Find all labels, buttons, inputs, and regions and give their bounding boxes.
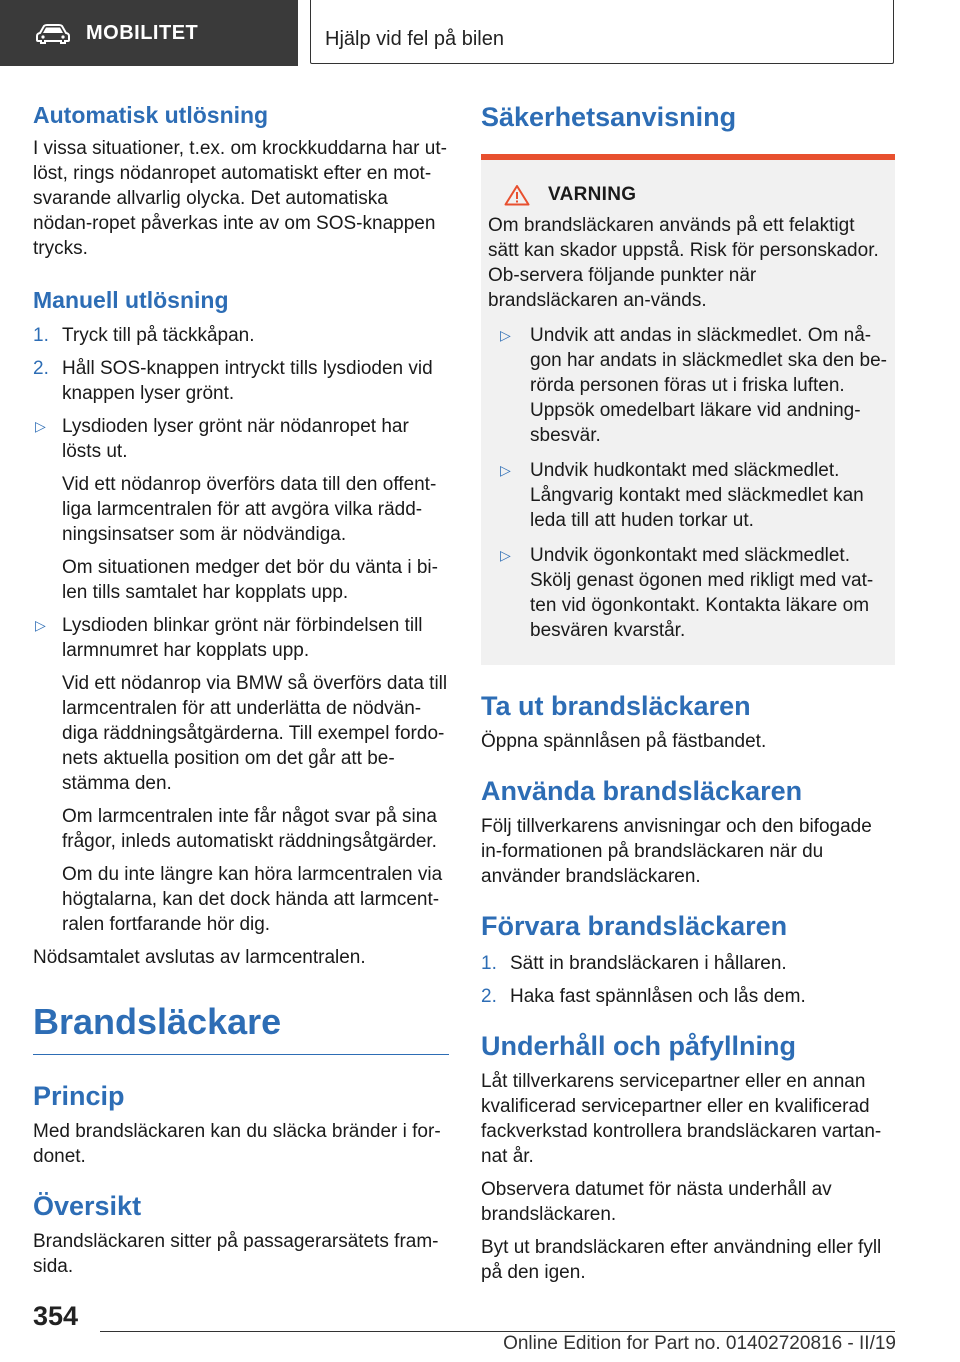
section-tab[interactable] xyxy=(0,0,298,66)
page-header xyxy=(0,0,960,66)
manual-release-heading: Manuell utlösning xyxy=(33,287,229,313)
warning-text: Om brandsläckaren används på ett felaktigt sätt kan skador uppstå. Risk för personskador. Ob-servera följande punkter när brandsläckaren an-vänds. xyxy=(488,215,879,311)
maintenance-text: Observera datumet för nästa underhåll av brandsläckaren. xyxy=(481,1179,832,1225)
chapter-tab[interactable] xyxy=(310,0,894,64)
step-number: 1. xyxy=(481,953,497,974)
maintenance-text: Låt tillverkarens servicepartner eller en annan kvalificerad servicepartner eller en kvalificerad fackverkstad kontrollera brandsläckaren vartan-nat år. xyxy=(481,1071,882,1167)
use-heading: Använda brandsläckaren xyxy=(481,776,803,806)
footer-edition: Online Edition for Part no. 01402720816 - II/19 xyxy=(503,1333,896,1354)
bullet-subtext: Om larmcentralen inte får något svar på sina frågor, inleds automatiskt räddningsåtgärder. xyxy=(62,806,437,852)
page-number: 354 xyxy=(33,1301,79,1331)
list-item xyxy=(33,356,449,406)
manual-steps-list xyxy=(33,323,449,406)
use-text: Följ tillverkarens anvisningar och den bifogade in-formationen på brandsläckaren när du använder brandsläckaren. xyxy=(481,816,872,887)
list-item xyxy=(481,984,895,1009)
bullet-text: Undvik hudkontakt med släckmedlet. Långvarig kontakt med släckmedlet kan leda till att huden torkar ut. xyxy=(530,460,864,531)
step-number: 1. xyxy=(33,325,49,346)
step-text: Håll SOS-knappen intryckt tills lysdioden vid knappen lyser grönt. xyxy=(62,358,433,404)
warning-triangle-icon xyxy=(504,184,530,206)
bullet-triangle-icon: ▷ xyxy=(500,462,511,478)
bullet-subtext: Om situationen medger det bör du vänta i bi-len tills samtalet har kopplats upp. xyxy=(62,557,438,603)
step-number: 2. xyxy=(481,986,497,1007)
footer-divider xyxy=(100,1331,895,1332)
bullet-triangle-icon: ▷ xyxy=(35,617,46,633)
list-item xyxy=(498,458,887,533)
warning-bullets xyxy=(498,323,887,643)
princip-heading: Princip xyxy=(33,1081,125,1111)
step-number: 2. xyxy=(33,358,49,379)
warning-header xyxy=(488,182,887,207)
bullet-subtext: Vid ett nödanrop via BMW så överförs data till larmcentralen för att underlätta de nödvän-diga räddningsåtgärderna. Till exempel fordo-nets aktuella position om det går att be-stämma den. xyxy=(62,673,448,794)
list-item xyxy=(498,323,887,448)
car-icon xyxy=(36,24,70,44)
list-item xyxy=(33,613,449,937)
list-item xyxy=(481,951,895,976)
store-heading: Förvara brandsläckaren xyxy=(481,911,788,941)
bullet-triangle-icon: ▷ xyxy=(500,327,511,343)
step-text: Sätt in brandsläckaren i hållaren. xyxy=(510,953,787,974)
bullet-text: Undvik att andas in släckmedlet. Om nå-gon har andats in släckmedlet ska den be-rörda personen föras ut i friska luften. Uppsök omedelbart läkare vid andning-sbesvär. xyxy=(530,325,887,446)
warning-box xyxy=(481,154,895,665)
led-bullets-list xyxy=(33,414,449,937)
bullet-triangle-icon: ▷ xyxy=(35,418,46,434)
chapter-title: Hjälp vid fel på bilen xyxy=(325,28,504,50)
maintenance-text: Byt ut brandsläckaren efter användning eller fyll på den igen. xyxy=(481,1237,882,1283)
store-steps-list xyxy=(481,951,895,1009)
chapter-divider xyxy=(33,1054,449,1055)
princip-text: Med brandsläckaren kan du släcka bränder i for-donet. xyxy=(33,1121,441,1167)
right-column xyxy=(481,100,895,1285)
take-out-heading: Ta ut brandsläckaren xyxy=(481,691,751,721)
warning-title: VARNING xyxy=(548,184,637,205)
list-item xyxy=(498,543,887,643)
section-label: MOBILITET xyxy=(86,22,199,44)
call-end-text: Nödsamtalet avslutas av larmcentralen. xyxy=(33,947,366,968)
auto-release-heading: Automatisk utlösning xyxy=(33,102,269,128)
step-text: Haka fast spännlåsen och lås dem. xyxy=(510,986,806,1007)
auto-release-text: I vissa situationer, t.ex. om krockkuddarna har ut-löst, rings nödanropet automatiskt efter en mot-svarande allvarlig olycka. Det automatiska nödan-ropet påverkas inte av om SOS-knappen trycks. xyxy=(33,138,447,259)
safety-heading: Säkerhetsanvisning xyxy=(481,102,737,132)
bullet-text: Undvik ögonkontakt med släckmedlet. Skölj genast ögonen med rikligt med vat-ten vid ögonkontakt. Kontakta läkare om besvären kvarstår. xyxy=(530,545,874,641)
maintenance-heading: Underhåll och påfyllning xyxy=(481,1031,797,1061)
bullet-subtext: Om du inte längre kan höra larmcentralen via högtalarna, kan det dock hända att larmcent-ralen fortfarande hör dig. xyxy=(62,864,443,935)
left-column xyxy=(33,100,449,1279)
list-item xyxy=(33,323,449,348)
bullet-text: Lysdioden lyser grönt när nödanropet har lösts ut. xyxy=(62,416,409,462)
oversikt-heading: Översikt xyxy=(33,1191,142,1221)
bullet-text: Lysdioden blinkar grönt när förbindelsen till larmnumret har kopplats upp. xyxy=(62,615,423,661)
list-item xyxy=(33,414,449,605)
step-text: Tryck till på täckkåpan. xyxy=(62,325,255,346)
bullet-triangle-icon: ▷ xyxy=(500,547,511,563)
oversikt-text: Brandsläckaren sitter på passagerarsätets fram-sida. xyxy=(33,1231,439,1277)
bullet-subtext: Vid ett nödanrop överförs data till den offent-liga larmcentralen för att avgöra vilka rädd-ningsinsatser som är nödvändiga. xyxy=(62,474,437,545)
take-out-text: Öppna spännlåsen på fästbandet. xyxy=(481,731,767,752)
chapter-heading: Brandsläckare xyxy=(33,1001,282,1042)
